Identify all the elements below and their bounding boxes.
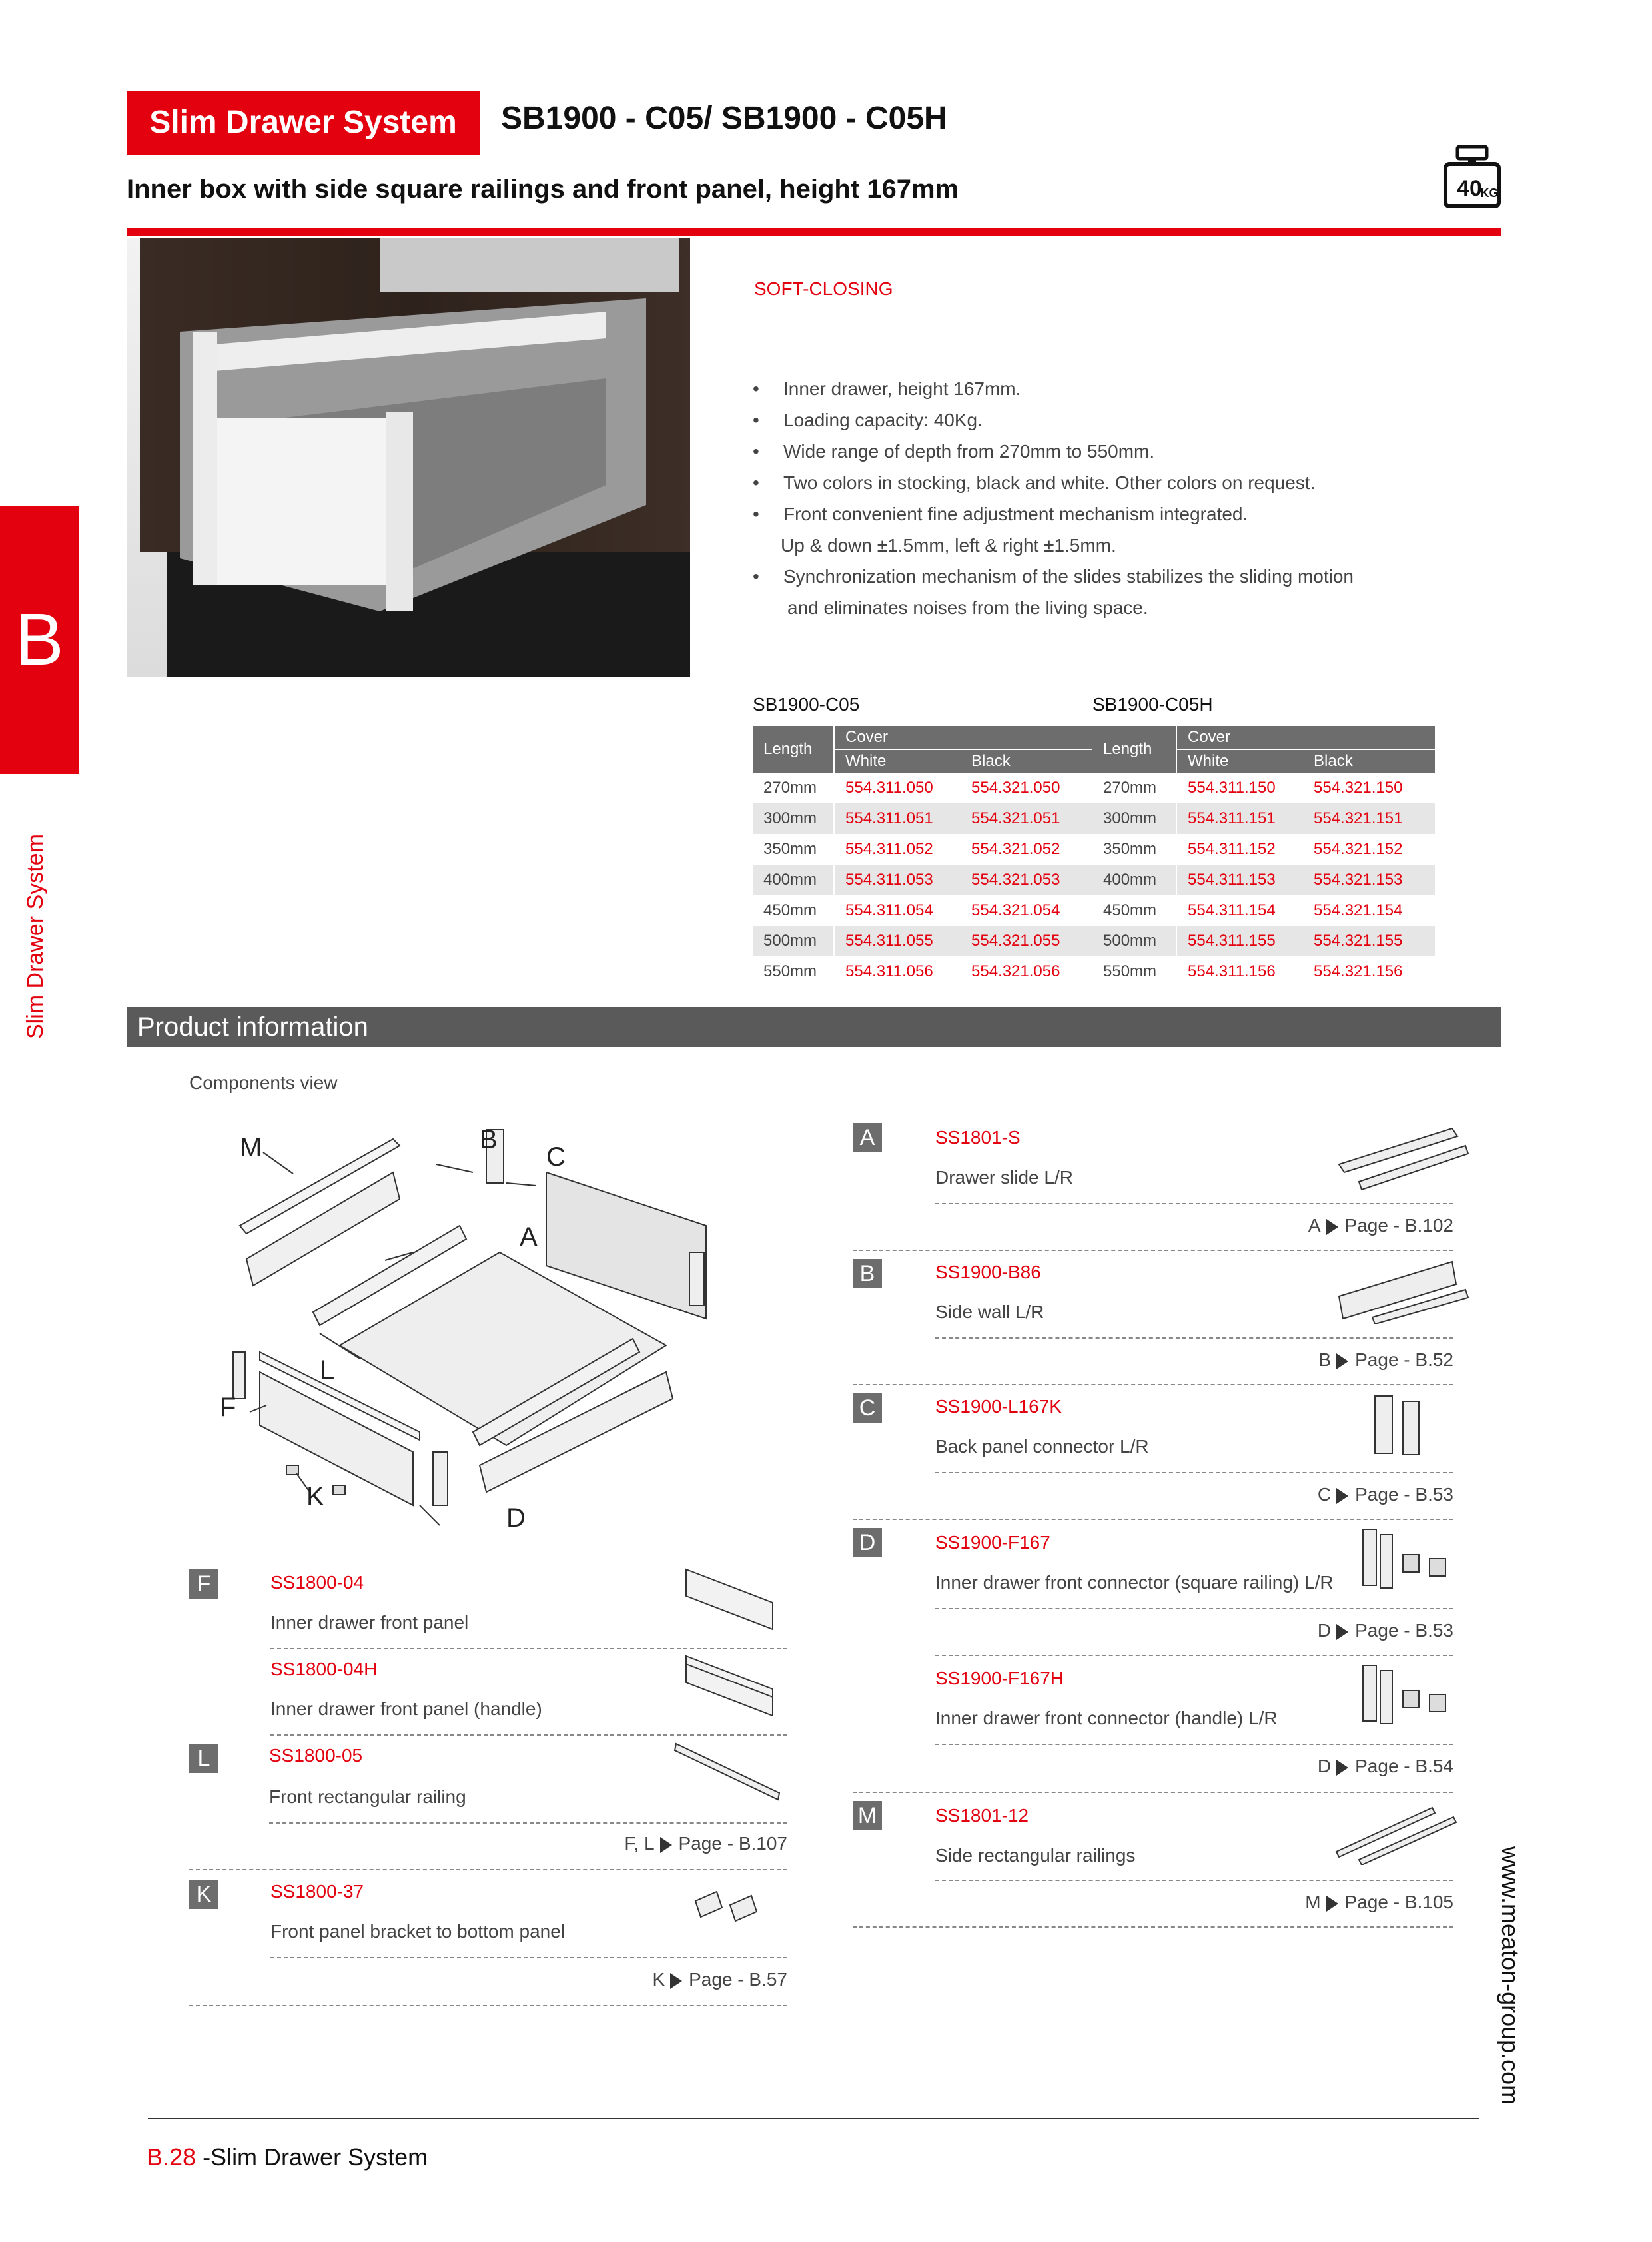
diagram-label-a: A (520, 1222, 538, 1252)
white-code-cell: 554.311.153 (1176, 865, 1303, 895)
header-white: White (834, 749, 961, 773)
white-code-cell: 554.311.054 (845, 901, 933, 919)
black-code-cell: 554.321.052 (971, 840, 1060, 858)
order-table-c05h (1092, 726, 1435, 987)
length-cell: 300mm (753, 803, 834, 834)
divider (935, 1655, 1453, 1656)
black-code-cell: 554.321.153 (1303, 865, 1435, 895)
table-row (753, 895, 1092, 926)
divider (935, 1203, 1453, 1204)
weight-capacity-icon (1443, 144, 1501, 210)
header-black: Black (961, 749, 1092, 773)
side-wall-thumbnail (1332, 1258, 1472, 1324)
part-description: Inner drawer front panel (270, 1612, 469, 1633)
table-row (1092, 834, 1435, 865)
length-cell: 270mm (1092, 773, 1176, 803)
table-label: SB1900-C05 (753, 694, 860, 715)
divider (935, 1744, 1453, 1745)
weight-unit: KG (1480, 187, 1499, 200)
black-code-cell: 554.321.055 (961, 926, 1092, 956)
diagram-label-m: M (240, 1133, 262, 1162)
page-reference: D Page - B.53 (1317, 1620, 1453, 1641)
white-code-cell: 554.311.055 (834, 926, 961, 956)
order-table (753, 726, 1092, 987)
black-code-cell: 554.321.151 (1303, 803, 1435, 834)
page-reference: D Page - B.54 (1317, 1756, 1453, 1776)
part-code: SS1800-37 (270, 1881, 364, 1902)
diagram-label-f: F (220, 1393, 236, 1422)
bracket-thumbnail (690, 1888, 763, 1928)
table-row (1092, 865, 1435, 895)
divider (853, 1384, 1453, 1385)
white-code-cell: 554.311.053 (834, 865, 961, 895)
feature-item: • Inner drawer, height 167mm. (753, 373, 1485, 404)
black-code-cell: 554.321.156 (1314, 962, 1403, 980)
footer-text: -Slim Drawer System (196, 2143, 428, 2171)
black-code-cell: 554.321.051 (961, 803, 1092, 834)
page-reference: C Page - B.53 (1317, 1484, 1453, 1505)
divider (853, 1519, 1453, 1520)
length-cell: 450mm (1092, 895, 1176, 926)
black-code-cell: 554.321.056 (971, 962, 1060, 980)
black-code-cell: 554.321.152 (1314, 840, 1403, 858)
footer-rule (148, 2118, 1479, 2119)
diagram-label-c: C (546, 1142, 566, 1172)
table-row (1092, 773, 1435, 803)
part-letter-a: A (853, 1123, 882, 1152)
product-info-bar: Product information (127, 1007, 1501, 1047)
back-panel-connector-thumbnail (1366, 1392, 1432, 1459)
chapter-label: Slim Drawer System (23, 834, 48, 1039)
soft-closing-tag: SOFT-CLOSING (754, 278, 893, 299)
front-panel-thumbnail (679, 1563, 779, 1636)
header-rule (127, 228, 1501, 236)
white-code-cell: 554.311.052 (845, 840, 933, 858)
part-description: Inner drawer front panel (handle) (270, 1698, 542, 1719)
part-letter-f: F (189, 1569, 218, 1599)
table-row (753, 834, 1092, 865)
side-railings-thumbnail (1332, 1798, 1459, 1865)
table-row (1092, 895, 1435, 926)
white-code-cell: 554.311.050 (845, 779, 933, 797)
page-reference: K Page - B.57 (652, 1969, 787, 1990)
part-letter-c: C (853, 1393, 882, 1423)
divider (189, 1869, 787, 1870)
components-view-label: Components view (189, 1072, 338, 1093)
part-code: SS1801-12 (935, 1805, 1029, 1826)
arrow-right-icon (1336, 1760, 1348, 1776)
diagram-label-d: D (506, 1503, 526, 1533)
divider (270, 1734, 787, 1736)
part-code: SS1900-L167K (935, 1396, 1062, 1417)
table-row (753, 956, 1092, 987)
table-row (753, 773, 1092, 803)
arrow-right-icon (1336, 1624, 1348, 1640)
arrow-right-icon (1336, 1488, 1348, 1504)
length-cell: 400mm (753, 865, 834, 895)
table-row (1092, 956, 1435, 987)
length-cell: 350mm (1092, 834, 1176, 865)
part-letter-b: B (853, 1259, 882, 1288)
part-description: Inner drawer front connector (handle) L/R (935, 1708, 1278, 1728)
front-panel-handle-thumbnail (679, 1649, 779, 1722)
part-description: Side rectangular railings (935, 1845, 1136, 1866)
divider (853, 1250, 1453, 1251)
feature-item: • Two colors in stocking, black and white. Other colors on request. (753, 467, 1485, 498)
feature-item-continued: Up & down ±1.5mm, left & right ±1.5mm. (781, 535, 1116, 556)
table-row (753, 865, 1092, 895)
page-reference: A Page - B.102 (1308, 1215, 1453, 1236)
part-letter-d: D (853, 1528, 882, 1557)
part-code: SS1800-04H (270, 1659, 378, 1679)
divider (935, 1472, 1453, 1473)
length-cell: 550mm (753, 956, 834, 987)
diagram-label-l: L (320, 1355, 335, 1385)
part-description: Front rectangular railing (269, 1786, 466, 1807)
website-url: www.meaton-group.com (1497, 1846, 1524, 2105)
section-title: Slim Drawer System (127, 91, 480, 155)
divider (853, 1926, 1453, 1928)
part-letter-k: K (189, 1880, 218, 1909)
part-description: Side wall L/R (935, 1302, 1044, 1322)
table-label: SB1900-C05H (1092, 694, 1213, 715)
part-code: SS1801-S (935, 1127, 1021, 1148)
part-description: Back panel connector L/R (935, 1436, 1149, 1457)
white-code-cell: 554.311.154 (1188, 901, 1276, 919)
divider (853, 1792, 1453, 1793)
part-code: SS1900-F167H (935, 1668, 1064, 1688)
white-code-cell: 554.311.150 (1188, 779, 1276, 797)
weight-value: 40 (1457, 176, 1482, 201)
front-railing-thumbnail (673, 1738, 786, 1805)
feature-item: • Front convenient fine adjustment mechanism integrated. (753, 498, 1485, 530)
product-codes: SB1900 - C05/ SB1900 - C05H (501, 101, 947, 136)
divider (269, 1822, 787, 1824)
chapter-tab: B (0, 506, 79, 774)
black-code-cell: 554.321.053 (961, 865, 1092, 895)
page-footer (147, 2143, 428, 2171)
page-reference: B Page - B.52 (1318, 1349, 1453, 1370)
part-letter-m: M (853, 1801, 882, 1830)
length-cell: 500mm (753, 926, 834, 956)
divider (189, 2005, 787, 2006)
order-table-c05 (753, 726, 1092, 987)
components-exploded-diagram (200, 1119, 786, 1545)
white-code-cell: 554.311.155 (1176, 926, 1303, 956)
black-code-cell: 554.321.155 (1303, 926, 1435, 956)
front-connector-thumbnail (1359, 1525, 1452, 1599)
length-cell: 270mm (753, 773, 834, 803)
part-code: SS1800-04 (270, 1572, 364, 1593)
length-cell: 550mm (1092, 956, 1176, 987)
arrow-right-icon (670, 1973, 682, 1989)
black-code-cell: 554.321.154 (1314, 901, 1403, 919)
feature-item: • Loading capacity: 40Kg. (753, 404, 1485, 436)
part-code: SS1900-F167 (935, 1532, 1050, 1553)
part-description: Inner drawer front connector (square railing) L/R (935, 1572, 1334, 1593)
feature-item-continued: and eliminates noises from the living space. (787, 597, 1148, 618)
black-code-cell: 554.321.150 (1314, 779, 1403, 797)
header-black: Black (1303, 749, 1435, 773)
header-cover: Cover (834, 726, 1092, 749)
length-cell: 400mm (1092, 865, 1176, 895)
header-white: White (1176, 749, 1303, 773)
header-length: Length (753, 726, 834, 773)
arrow-right-icon (1326, 1896, 1338, 1912)
page-reference: M Page - B.105 (1305, 1892, 1453, 1912)
length-cell: 300mm (1092, 803, 1176, 834)
part-description: Drawer slide L/R (935, 1167, 1073, 1188)
table-row (753, 926, 1092, 956)
white-code-cell: 554.311.152 (1188, 840, 1276, 858)
part-description: Front panel bracket to bottom panel (270, 1921, 566, 1942)
header-cover: Cover (1176, 726, 1435, 749)
page-number: B.28 (147, 2143, 197, 2171)
diagram-label-b: B (480, 1125, 498, 1154)
feature-item: • Wide range of depth from 270mm to 550mm. (753, 436, 1485, 467)
arrow-right-icon (1326, 1219, 1338, 1235)
table-row (1092, 926, 1435, 956)
drawer-slide-thumbnail (1332, 1123, 1472, 1190)
white-code-cell: 554.311.051 (834, 803, 961, 834)
front-connector-handle-thumbnail (1359, 1661, 1452, 1734)
divider (935, 1608, 1453, 1609)
feature-item: • Synchronization mechanism of the slides stabilizes the sliding motion (753, 561, 1485, 592)
black-code-cell: 554.321.050 (971, 779, 1060, 797)
arrow-right-icon (1336, 1353, 1348, 1369)
divider (935, 1880, 1453, 1881)
length-cell: 350mm (753, 834, 834, 865)
white-code-cell: 554.311.056 (845, 962, 933, 980)
product-subtitle: Inner box with side square railings and front panel, height 167mm (127, 175, 959, 204)
white-code-cell: 554.311.151 (1176, 803, 1303, 834)
divider (270, 1957, 787, 1958)
header-length: Length (1092, 726, 1176, 773)
arrow-right-icon (660, 1837, 672, 1853)
white-code-cell: 554.311.156 (1188, 962, 1276, 980)
table-row (1092, 803, 1435, 834)
divider (935, 1337, 1453, 1339)
product-photo (127, 238, 690, 677)
part-code: SS1800-05 (269, 1745, 363, 1766)
page-reference: F, L Page - B.107 (624, 1833, 787, 1854)
order-table (1092, 726, 1435, 987)
black-code-cell: 554.321.054 (971, 901, 1060, 919)
table-row (753, 803, 1092, 834)
part-code: SS1900-B86 (935, 1262, 1041, 1282)
length-cell: 500mm (1092, 926, 1176, 956)
feature-list (753, 373, 1485, 623)
length-cell: 450mm (753, 895, 834, 926)
part-letter-l: L (189, 1744, 218, 1773)
diagram-label-k: K (306, 1482, 324, 1511)
